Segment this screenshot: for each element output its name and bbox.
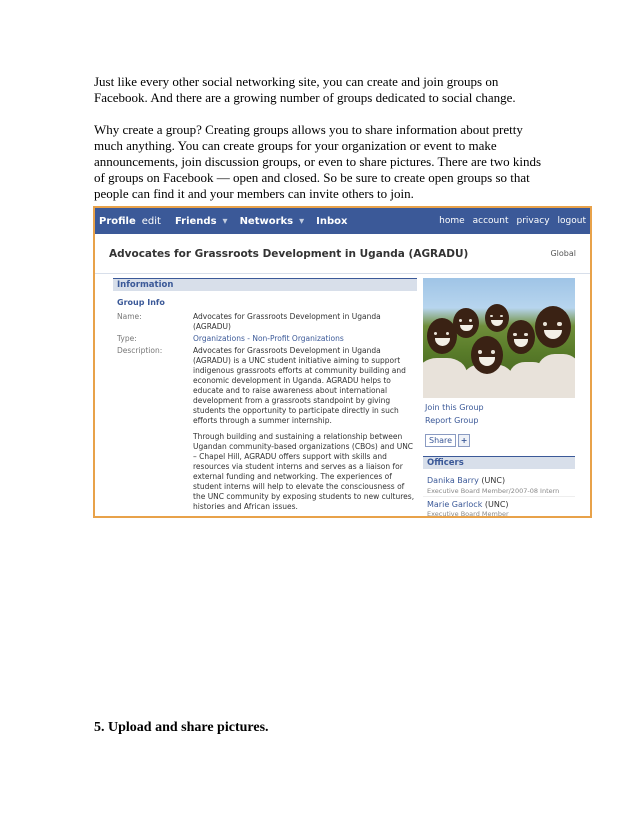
nav-privacy-link[interactable]: privacy bbox=[516, 216, 550, 226]
officer-1-role: Executive Board Member/2007-08 Intern bbox=[427, 487, 560, 495]
nav-home-link[interactable]: home bbox=[439, 216, 465, 226]
nav-profile-link[interactable]: Profile bbox=[99, 215, 136, 227]
networks-dropdown-icon[interactable]: ▾ bbox=[299, 215, 305, 227]
facebook-nav-bar bbox=[95, 208, 590, 234]
description-paragraph-1: Advocates for Grassroots Development in Uganda (AGRADU) is a UNC student initiative aiming to support indigenous grassroots efforts at community building and economic development in Uganda. AGRADU helps to educate and to raise awareness about international development from a grassroots standpoint by giving students the opportunity to participate directly in such efforts through a summer internship. bbox=[193, 346, 406, 425]
group-photo bbox=[423, 278, 575, 398]
officer-2-role: Executive Board Member bbox=[427, 510, 509, 518]
group-title: Advocates for Grassroots Development in Uganda (AGRADU) bbox=[109, 247, 469, 260]
intro-paragraph-1: Just like every other social networking site, you can create and join groups on Facebook. And there are a growing number of groups dedicated to social change. bbox=[94, 74, 516, 105]
officer-2-network: (UNC) bbox=[484, 500, 509, 509]
section-heading: 5. Upload and share pictures. bbox=[94, 720, 269, 735]
group-scope: Global bbox=[550, 249, 576, 258]
nav-friends-link[interactable]: Friends bbox=[174, 215, 217, 227]
facebook-group-screenshot bbox=[93, 206, 592, 518]
officer-divider bbox=[423, 496, 575, 497]
share-button[interactable]: Share bbox=[425, 434, 456, 447]
officer-1-name bbox=[427, 476, 505, 485]
officer-2-name-link[interactable]: Marie Garlock bbox=[427, 500, 483, 509]
officer-1-network: (UNC) bbox=[481, 476, 506, 485]
group-header bbox=[95, 234, 590, 274]
name-value: Advocates for Grassroots Development in Uganda (AGRADU) bbox=[193, 312, 381, 331]
nav-networks-link[interactable]: Networks bbox=[239, 215, 294, 227]
nav-edit-link[interactable]: edit bbox=[141, 215, 161, 227]
intro-paragraph-2: Why create a group? Creating groups allows you to share information about pretty much anything. You can create groups for your organization or event to make announcements, join discussion groups, or even to share pictures. There are two kinds of groups on Facebook — open and closed. So be sure to create open groups so that people can find it and your members can invite others to join. bbox=[94, 122, 542, 201]
friends-dropdown-icon[interactable]: ▾ bbox=[222, 215, 228, 227]
officers-header: Officers bbox=[423, 456, 575, 469]
join-group-link[interactable]: Join this Group bbox=[425, 403, 484, 412]
nav-account-link[interactable]: account bbox=[472, 216, 509, 226]
officer-2-name bbox=[427, 500, 509, 509]
description-paragraph-2: Through building and sustaining a relationship between Ugandan community-based organizations (CBOs) and UNC – Chapel Hill, AGRADU offers support with skills and resources via student interns and serves as a liaison for external funding and networking. The experiences of student interns will help to elevate the consciousness of the UNC community by exposing students to new cultures, histories and African issues. bbox=[193, 432, 415, 511]
share-control bbox=[425, 434, 470, 446]
name-label: Name: bbox=[117, 312, 142, 321]
type-label: Type: bbox=[117, 334, 137, 343]
group-info-label: Group Info bbox=[117, 298, 165, 307]
type-value-link[interactable]: Organizations - Non-Profit Organizations bbox=[193, 334, 344, 343]
description-label: Description: bbox=[117, 346, 163, 355]
nav-logout-link[interactable]: logout bbox=[557, 216, 586, 226]
report-group-link[interactable]: Report Group bbox=[425, 416, 479, 425]
share-plus-icon[interactable]: + bbox=[458, 434, 470, 447]
nav-inbox-link[interactable]: Inbox bbox=[316, 215, 348, 227]
nav-right-links bbox=[431, 216, 586, 226]
information-header: Information bbox=[113, 278, 417, 291]
officer-1-name-link[interactable]: Danika Barry bbox=[427, 476, 479, 485]
